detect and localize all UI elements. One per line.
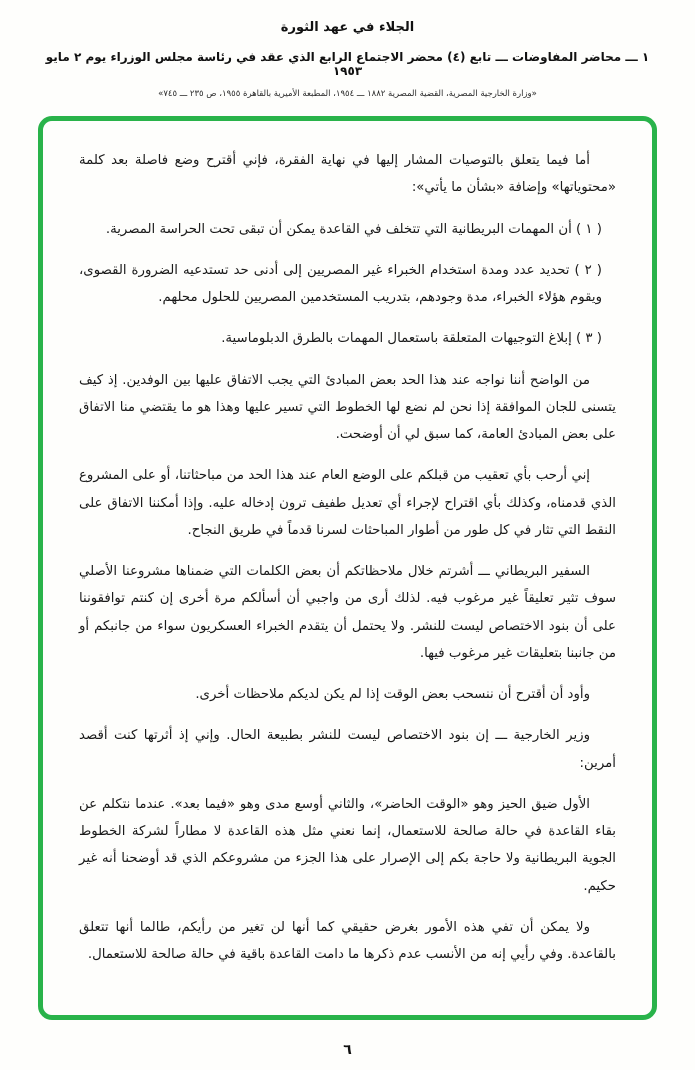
- numbered-item-1: ( ١ ) أن المهمات البريطانية التي تتخلف في القاعدة يمكن أن تبقى تحت الحراسة المصرية.: [105, 221, 602, 237]
- paragraph-foreign-minister: وزير الخارجية ـــ إن بنود الاختصاص ليست للنشر بطبيعة الحال. وإني إذ أثرتها كنت أقصد أمرين:: [79, 728, 616, 771]
- green-border-content-box: [38, 116, 657, 1020]
- paragraph-british-ambassador: السفير البريطاني ـــ أشرتم خلال ملاحظاتكم أن بعض الكلمات التي ضمناها مشروعنا الأصلي سوف تثير تعليقاً غير مرغوب فيه. لذلك أرى من واجبي أن أسألكم مرة أخرى إن كنتم توافقوننا على أن بنود الاختصاص ليست للنشر. ولا يحتمل أن يتقدم الخبراء العسكريون سواء من جانبكم أو من جانبنا بتعليقات غير مرغوب فيها.: [79, 564, 616, 661]
- paragraph-suggest-recess: وأود أن أقترح أن ننسحب بعض الوقت إذا لم يكن لديكم ملاحظات أخرى.: [195, 687, 590, 702]
- paragraph-welcome-comments: إني أرحب بأي تعقيب من قبلكم على الوضع العام عند هذا الحد من مباحثاتنا، أو على المشروع الذي قدمناه، وكذلك بأي اقتراح لإجراء أي تعديل طفيف ترون إدخاله عليه. وإذا أمكننا الاتفاق على النقط التي تثار في كل طور من أطوار المباحثات لسرنا قدماً في طريق النجاح.: [79, 468, 616, 538]
- paragraph-two-matters: الأول ضيق الحيز وهو «الوقت الحاضر»، والثاني أوسع مدى وهو «فيما بعد». عندما نتكلم عن بقاء القاعدة في حالة صالحة للاستعمال، إنما نعني مثل هذه القاعدة لا مطاراً لشركة الخطوط الجوية البريطانية ولا حاجة بكم إلى الإصرار على هذا الجزء من مشروعكم الذي قد أوضحنا أنه غير حكيم.: [79, 796, 616, 894]
- numbered-item-3: ( ٣ ) إبلاغ التوجيهات المتعلقة باستعمال المهمات بالطرق الدبلوماسية.: [221, 331, 602, 347]
- paragraph-principles: من الواضح أننا نواجه عند هذا الحد بعض المبادئ التي يجب الاتفاق عليها بين الوفدين. إذ كيف يتسنى للجان الموافقة إذا نحن لم نضع لها الخطوط التي تسير عليها وهذا هو ما يقتضي منا الاتفاق على بعض المبادئ العامة، كما سبق لي أن أوضحت.: [79, 372, 616, 442]
- page-number: ٦: [343, 1042, 352, 1058]
- document-title: الجلاء في عهد الثورة: [280, 20, 415, 35]
- paragraph-closing: ولا يمكن أن تفي هذه الأمور بغرض حقيقي كما أنها لن تغير من رأيكم، طالما أنها تتعلق بالقاعدة. وفي رأيي إنه من الأنسب عدم ذكرها ما دامت القاعدة باقية في حالة صالحة للاستعمال.: [79, 919, 616, 962]
- document-header: [0, 0, 695, 99]
- paragraph-intro: أما فيما يتعلق بالتوصيات المشار إليها في نهاية الفقرة، فإني أقترح وضع فاصلة بعد كلمة «محتوياتها» وإضافة «بشأن ما يأتي»:: [79, 153, 616, 196]
- document-subtitle: ١ ـــ محاضر المفاوضات ـــ تابع (٤) محضر الاجتماع الرابع الذي عقد في رئاسة مجلس الوزراء يوم ٢ مايو ١٩٥٣: [45, 50, 650, 78]
- page-footer: [0, 1039, 695, 1058]
- source-citation-line: «وزارة الخارجية المصرية، القضية المصرية ١٨٨٢ ـــ ١٩٥٤، المطبعة الأميرية بالقاهرة ١٩٥٥، ص ٢٣٥ ـــ ٧٤٥»: [158, 89, 537, 99]
- numbered-item-2: ( ٢ ) تحديد عدد ومدة استخدام الخبراء غير المصريين إلى أدنى حد تستدعيه الضرورة القصوى، ويقوم هؤلاء الخبراء، مدة وجودهم، بتدريب المستخدمين المصريين للحلول محلهم.: [79, 262, 602, 305]
